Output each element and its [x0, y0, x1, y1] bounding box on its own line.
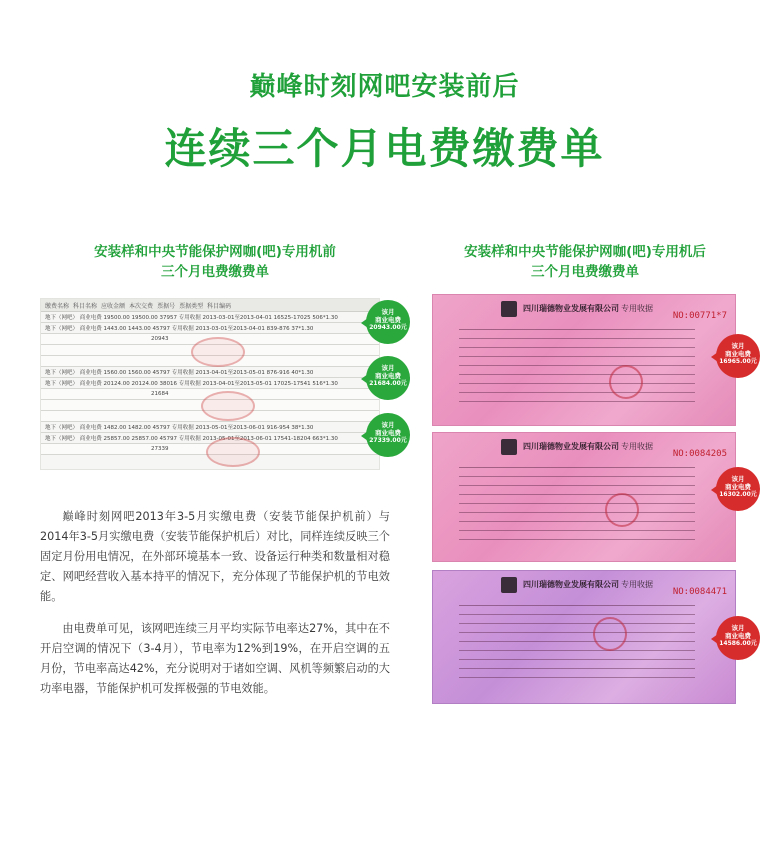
stamp-mark — [191, 337, 245, 367]
before-subtitle-line1: 安装样和中央节能保护网咖(吧)专用机前 — [94, 244, 336, 260]
receipt-lines — [459, 467, 695, 540]
table-header-cell: 票据类型 — [179, 302, 204, 310]
stamp-mark — [609, 365, 643, 399]
before-subtitle — [40, 242, 390, 282]
table-header-cell: 科目编码 — [207, 302, 232, 310]
receipt-kind: 专用收据 — [621, 442, 653, 451]
page-top-title: 巅峰时刻网吧安装前后 — [249, 72, 520, 102]
after-receipt-1 — [432, 294, 736, 426]
company-logo-icon — [501, 577, 517, 593]
company-logo-icon — [501, 301, 517, 317]
receipt-lines — [459, 329, 695, 402]
stamp-mark — [206, 437, 260, 467]
before-month3-badge: 该月 商业电费 27339.00元 — [366, 413, 410, 457]
after-subtitle — [420, 242, 750, 282]
table-row: 20943 — [41, 334, 379, 345]
table-row: 地下（网吧） 商业电费 1443.00 1443.00 45797 专用收据 2013-03-01至2013-04-01 839-876 37*1.30 — [41, 323, 379, 334]
stamp-mark — [593, 617, 627, 651]
after-subtitle-line1: 安装样和中央节能保护网咖(吧)专用机后 — [464, 244, 706, 260]
receipt-number: NO:00771*7 — [672, 311, 727, 321]
before-month2-badge: 该月 商业电费 21684.00元 — [366, 356, 410, 400]
table-row: 地下（网吧） 商业电费 25857.00 25857.00 45797 专用收据 2013-05-01至2013-06-01 17541-18204 663*1.30 — [41, 433, 379, 444]
after-subtitle-line2: 三个月电费缴费单 — [531, 264, 639, 280]
receipt-number: NO:0084471 — [672, 587, 727, 597]
receipt-kind: 专用收据 — [621, 580, 653, 589]
before-bill-table-scan — [40, 298, 380, 470]
stamp-mark — [201, 391, 255, 421]
before-subtitle-line2: 三个月电费缴费单 — [161, 264, 269, 280]
table-header-cell: 缴费名称 — [45, 302, 70, 310]
after-month2-badge: 该月 商业电费 16302.00元 — [716, 467, 760, 511]
table-row: 地下（网吧） 商业电费 19500.00 19500.00 37957 专用收据 2013-03-01至2013-04-01 16525-17025 506*1.30 — [41, 312, 379, 323]
after-month1-badge: 该月 商业电费 16965.00元 — [716, 334, 760, 378]
table-row: 地下（网吧） 商业电费 1482.00 1482.00 45797 专用收据 2013-05-01至2013-06-01 916-954 38*1.30 — [41, 422, 379, 433]
receipt-number: NO:0084205 — [672, 449, 727, 459]
page-main-title: 连续三个月电费缴费单 — [164, 124, 605, 173]
table-header-cell: 票据号 — [157, 302, 176, 310]
stamp-mark — [605, 493, 639, 527]
table-header-row — [41, 299, 379, 312]
before-month1-badge: 该月 商业电费 20943.00元 — [366, 300, 410, 344]
table-header-cell: 应收金额 — [101, 302, 126, 310]
table-row: 地下（网吧） 商业电费 1560.00 1560.00 45797 专用收据 2013-04-01至2013-05-01 876-916 40*1.30 — [41, 367, 379, 378]
receipt-lines — [459, 605, 695, 678]
after-receipt-3 — [432, 570, 736, 704]
receipt-company: 四川瑞德物业发展有限公司 — [523, 442, 619, 451]
table-row: 27339 — [41, 444, 379, 455]
receipt-company: 四川瑞德物业发展有限公司 — [523, 580, 619, 589]
receipt-company: 四川瑞德物业发展有限公司 — [523, 304, 619, 313]
receipt-kind: 专用收据 — [621, 304, 653, 313]
table-row: 21684 — [41, 389, 379, 400]
company-logo-icon — [501, 439, 517, 455]
table-header-cell: 科目名称 — [73, 302, 98, 310]
comparison-paragraph: 巅峰时刻网吧2013年3-5月实缴电费（安装节能保护机前）与2014年3-5月实缴电费（安装节能保护机后）对比，同样连续反映三个固定月份用电情况，在外部环境基本一致、设备运行种类和数量相对稳定、网吧经营收入基本持平的情况下，充分体现了节能保护机的节电效能。 — [40, 510, 390, 603]
savings-paragraph: 由电费单可见，该网吧连续三月平均实际节电率达27%，其中在不开启空调的情况下（3-4月），节电率为12%到19%，在开启空调的五月份，节电率高达42%，充分说明对于诸如空调、风机等频繁启动的大功率电器，节能保护机可发挥极强的节电效能。 — [40, 622, 390, 695]
table-header-cell: 本次交费 — [129, 302, 154, 310]
after-receipt-2 — [432, 432, 736, 562]
after-month3-badge: 该月 商业电费 14586.00元 — [716, 616, 760, 660]
table-row: 地下（网吧） 商业电费 20124.00 20124.00 38016 专用收据 2013-04-01至2013-05-01 17025-17541 516*1.30 — [41, 378, 379, 389]
